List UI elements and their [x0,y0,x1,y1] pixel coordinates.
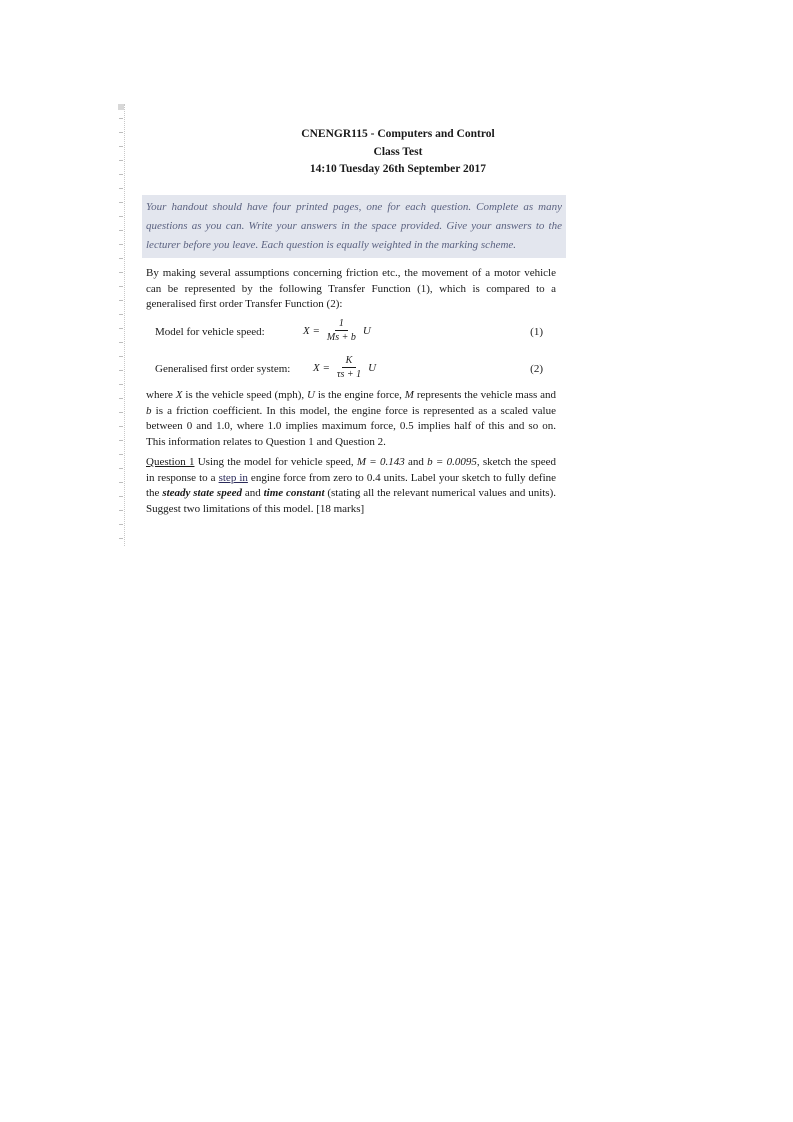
ruler-tick [119,314,123,315]
equation-label: Model for vehicle speed: [155,326,265,338]
fraction-denominator: τs + 1 [336,369,362,380]
equation-lhs: X = [303,324,320,337]
fraction-numerator: 1 [335,317,348,331]
ruler-tick [119,384,123,385]
ruler-tick [119,174,123,175]
ruler-tick [119,286,123,287]
ruler-tick [119,370,123,371]
fraction-denominator: Ms + b [326,332,356,343]
ruler-tick [119,454,123,455]
text-run: and [404,456,428,468]
ruler-tick [119,328,123,329]
course-title: CNENGR115 - Computers and Control [301,128,495,140]
ruler-tick [119,300,123,301]
variable: M [404,389,414,401]
ruler-tick [119,412,123,413]
equation-fraction [323,317,360,344]
ruler-tick [119,440,123,441]
ruler-tick [119,216,123,217]
equation-lhs: X = [313,361,330,374]
ruler-tick [119,272,123,273]
test-datetime: 14:10 Tuesday 26th September 2017 [309,163,487,175]
definitions-paragraph [146,388,556,450]
ruler-tick [119,496,123,497]
question-heading: Question 1 [146,456,195,468]
text-run: is the engine force, [314,389,405,401]
variable: b = 0.0095 [427,456,477,468]
text-run: , sketch the speed in response to a [146,456,556,484]
left-ruler [118,104,125,546]
ruler-tick [119,482,123,483]
question-1 [146,455,556,517]
text-run: where [146,389,176,401]
ruler-tick [119,258,123,259]
ruler-tick [119,510,123,511]
step-in-link[interactable]: step in [218,471,248,484]
variable: U [306,389,315,401]
ruler-tick [119,118,123,119]
ruler-tick [119,426,123,427]
emphasis: steady state speed [162,487,242,499]
equation-expression [303,317,371,344]
equation-1 [155,314,555,350]
ruler-tick [119,398,123,399]
equation-rhs: U [368,361,377,374]
equation-expression [313,354,376,381]
equation-number: (2) [530,363,543,375]
equation-2 [155,351,555,387]
equation-label: Generalised first order system: [155,363,291,375]
ruler-tick [119,202,123,203]
variable: X [175,389,183,401]
text-run: (stating all the relevant numerical values and units). Suggest two limitations of this model. [18 marks] [146,487,556,515]
ruler-tick [119,524,123,525]
text-run: is a friction coefficient. In this model, the engine force is represented as a scaled value between 0 and 1.0, where 1.0 implies maximum force, 0.5 implies half of this and so on. This information relates to Question 1 and Question 2. [146,404,556,448]
text-run: engine force from zero to 0.4 units. Label your sketch to fully define the [146,471,557,499]
emphasis: time constant [263,487,325,499]
ruler-marker [118,104,124,110]
ruler-tick [119,160,123,161]
text-run: Using the model for vehicle speed, [194,456,357,468]
ruler-tick [119,538,123,539]
text-run: represents the vehicle mass and [413,389,557,401]
intro-paragraph: By making several assumptions concerning friction etc., the movement of a motor vehicle can be represented by the following Transfer Function (1), which is compared to a generalised first order Transfer Function (2): [146,267,556,310]
text-run: and [241,487,264,499]
test-title: Class Test [373,146,423,158]
ruler-tick [119,132,123,133]
equation-number: (1) [530,326,543,338]
equation-fraction [333,354,365,381]
fraction-numerator: K [342,354,357,368]
instructions-block[interactable]: Your handout should have four printed pages, one for each question. Complete as many questions as you can. Write your answers in the space provided. Give your answers to the lecturer before you leave. Each question is equally weighted in the marking scheme. [142,195,566,258]
ruler-tick [119,356,123,357]
equation-rhs: U [362,324,371,337]
ruler-tick [119,244,123,245]
ruler-tick [119,468,123,469]
ruler-tick [119,230,123,231]
text-run: is the vehicle speed (mph), [182,389,307,401]
variable: b [146,404,152,417]
ruler-tick [119,342,123,343]
ruler-tick [119,146,123,147]
ruler-tick [119,188,123,189]
variable: M = 0.143 [356,456,405,468]
